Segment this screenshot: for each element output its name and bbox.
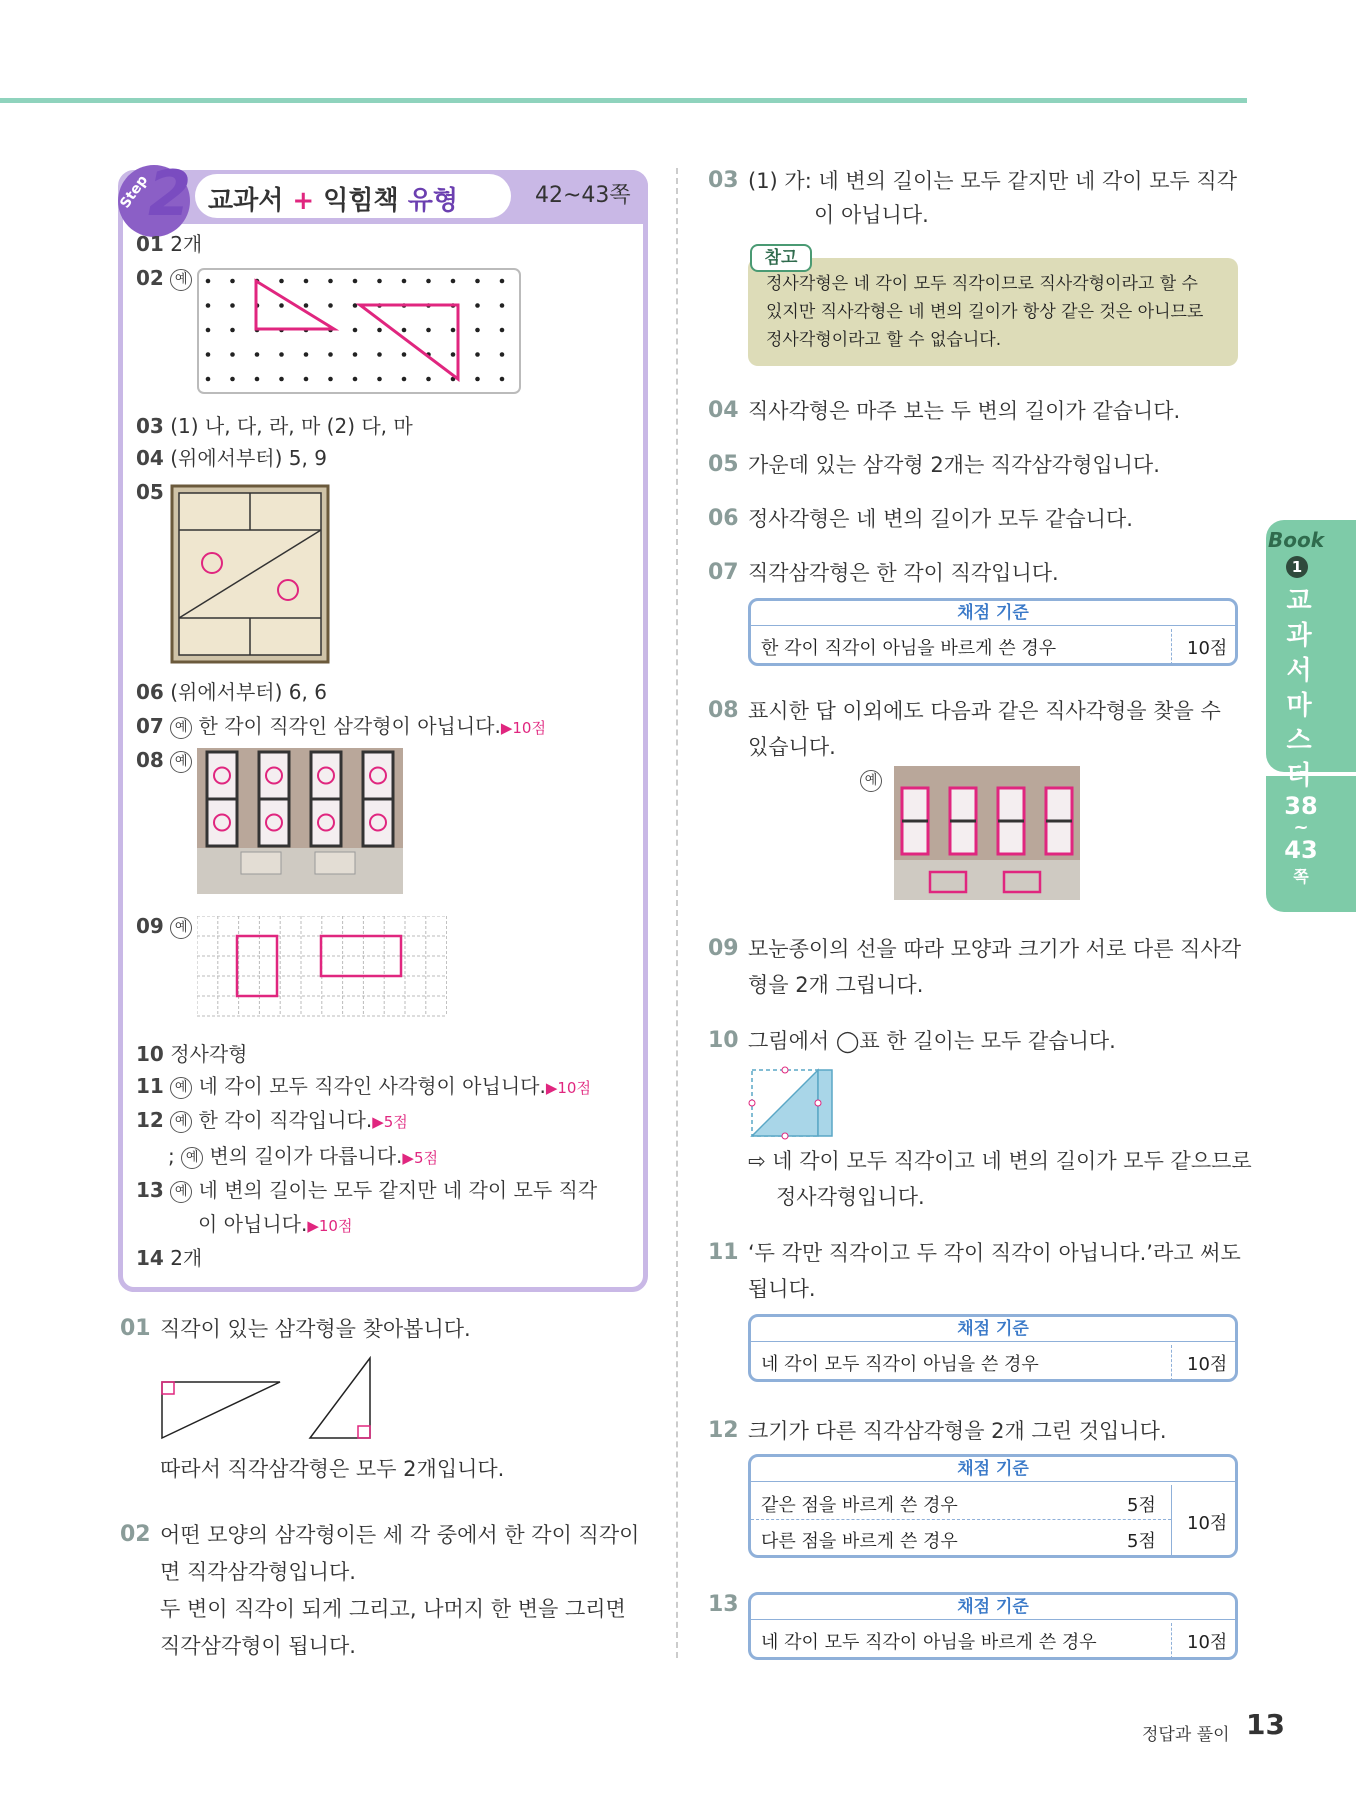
- dot-grid-figure: [197, 268, 521, 394]
- footer-label: 정답과 풀이: [1142, 1725, 1230, 1745]
- right-triangles-figure: [158, 1356, 378, 1442]
- answer-13-b: 이 아닙니다.▶10점: [198, 1212, 353, 1236]
- reference-text: 정사각형은 네 각이 모두 직각이므로 직사각형이라고 할 수 있지만 직사각형은 네 변의 길이가 항상 같은 것은 아니므로 정사각형이라고 할 수 없습니다.: [766, 274, 1204, 350]
- answer-14: 14 2개: [136, 1246, 203, 1270]
- book-title-vertical: [1284, 584, 1314, 794]
- grid-paper-figure: [197, 916, 447, 1020]
- drawn-rectangle-1: [237, 936, 277, 996]
- answer-12-b: ; 예 변의 길이가 다릅니다.▶5점: [168, 1144, 438, 1168]
- criteria-box-13: 채점 기준 네 각이 모두 직각이 아님을 바르게 쓴 경우 10점: [748, 1592, 1238, 1660]
- expl-r10-conclusion-2: 정사각형입니다.: [776, 1185, 925, 1209]
- expl-r06-num: 06: [708, 506, 739, 531]
- expl-r08-line1: 표시한 답 이외에도 다음과 같은 직사각형을 찾을 수: [748, 699, 1221, 723]
- expl-r12-text: 크기가 다른 직각삼각형을 2개 그린 것입니다.: [748, 1419, 1167, 1443]
- expl-02-line4: 직각삼각형이 됩니다.: [160, 1634, 356, 1658]
- frame-figure: [170, 484, 330, 664]
- expl-r10-num: 10: [708, 1028, 739, 1053]
- expl-r09-line2: 형을 2개 그립니다.: [748, 973, 924, 997]
- expl-01-text: 직각이 있는 삼각형을 찾아봅니다.: [160, 1317, 471, 1341]
- expl-r04-text: 직사각형은 마주 보는 두 변의 길이가 같습니다.: [748, 399, 1181, 423]
- expl-01-num: 01: [120, 1316, 151, 1341]
- expl-r06-text: 정사각형은 네 변의 길이가 모두 같습니다.: [748, 507, 1133, 531]
- column-divider: [676, 168, 678, 1658]
- page-range: 42~43쪽: [535, 183, 631, 208]
- section-title: 교과서 + 익힘책 유형: [208, 186, 458, 216]
- criteria-box-11: 채점 기준 네 각이 모두 직각이 아님을 쓴 경우 10점: [748, 1314, 1238, 1382]
- answer-03: 03 (1) 나, 다, 라, 마 (2) 다, 마: [136, 414, 413, 438]
- expl-r11-line2: 됩니다.: [748, 1277, 816, 1301]
- side-title-char: 마: [1286, 691, 1312, 721]
- side-title-char: 교: [1286, 586, 1312, 616]
- side-title-char: 과: [1286, 621, 1312, 651]
- answer-02: 02 예: [136, 264, 192, 292]
- answer-11: 11 예 네 각이 모두 직각인 사각형이 아닙니다.▶10점: [136, 1074, 591, 1098]
- example-mark: 예: [860, 770, 882, 792]
- square-fold-figure: [748, 1064, 838, 1140]
- expl-r11-line1: ‘두 각만 직각이고 두 각이 직각이 아닙니다.’라고 써도: [748, 1241, 1241, 1265]
- expl-r10-conclusion: ⇨ 네 각이 모두 직각이고 네 변의 길이가 모두 같으므로: [748, 1149, 1252, 1173]
- side-title-char: 서: [1286, 656, 1312, 686]
- expl-r05-num: 05: [708, 452, 739, 477]
- expl-r08-num: 08: [708, 698, 739, 723]
- expl-r03-line1: (1) 가: 네 변의 길이는 모두 같지만 네 각이 모두 직각: [748, 169, 1238, 193]
- book-label: Book: [1268, 528, 1325, 552]
- answer-10: 10 정사각형: [136, 1042, 248, 1066]
- side-title-char: 스: [1286, 726, 1312, 756]
- side-page-range: 38 ~ 43 쪽: [1284, 792, 1318, 886]
- answer-12: 12 예 한 각이 직각입니다.▶5점: [136, 1108, 408, 1132]
- windows-photo-answer: [894, 766, 1080, 900]
- expl-r13-num: 13: [708, 1592, 739, 1617]
- answer-07: 07 예 한 각이 직각인 삼각형이 아닙니다.▶10점: [136, 714, 546, 738]
- answer-09: 09 예: [136, 912, 192, 940]
- expl-02-line2: 면 직각삼각형입니다.: [160, 1560, 356, 1584]
- criteria-box-07: 채점 기준 한 각이 직각이 아님을 바르게 쓴 경우 10점: [748, 598, 1238, 666]
- windows-photo: [197, 748, 403, 894]
- answer-13: 13 예 네 변의 길이는 모두 같지만 네 각이 모두 직각: [136, 1178, 598, 1202]
- expl-02-line3: 두 변이 직각이 되게 그리고, 나머지 한 변을 그리면: [160, 1597, 626, 1621]
- expl-r09-line1: 모눈종이의 선을 따라 모양과 크기가 서로 다른 직사각: [748, 937, 1242, 961]
- step-label: Step: [117, 172, 152, 212]
- answer-01: 01 2개: [136, 232, 203, 256]
- expl-r07-num: 07: [708, 560, 739, 585]
- expl-01-conclusion: 따라서 직각삼각형은 모두 2개입니다.: [160, 1457, 505, 1481]
- answer-05: 05: [136, 480, 164, 504]
- answer-08: 08 예: [136, 746, 192, 774]
- expl-r03-line2: 이 아닙니다.: [814, 203, 929, 227]
- top-rule: [0, 98, 1247, 103]
- expl-02-line1: 어떤 모양의 삼각형이든 세 각 중에서 한 각이 직각이: [160, 1523, 640, 1547]
- reference-tag: 참고: [750, 244, 812, 272]
- expl-r10-text: 그림에서 ◯표 한 길이는 모두 같습니다.: [748, 1029, 1116, 1053]
- answer-06: 06 (위에서부터) 6, 6: [136, 680, 327, 704]
- page-number: 13: [1246, 1708, 1285, 1741]
- expl-r04-num: 04: [708, 398, 739, 423]
- expl-r03-num: 03: [708, 168, 739, 193]
- side-title-char: 터: [1286, 761, 1312, 791]
- criteria-box-12: 채점 기준 같은 점을 바르게 쓴 경우 5점 다른 점을 바르게 쓴 경우 5점 10점: [748, 1454, 1238, 1558]
- expl-r07-text: 직각삼각형은 한 각이 직각입니다.: [748, 561, 1059, 585]
- step-number: 2: [148, 157, 192, 230]
- expl-r05-text: 가운데 있는 삼각형 2개는 직각삼각형입니다.: [748, 453, 1160, 477]
- expl-r12-num: 12: [708, 1418, 739, 1443]
- expl-r11-num: 11: [708, 1240, 739, 1265]
- expl-02-num: 02: [120, 1522, 151, 1547]
- expl-r08-line2: 있습니다.: [748, 735, 836, 759]
- answer-04: 04 (위에서부터) 5, 9: [136, 446, 327, 470]
- book-number: 1: [1286, 556, 1308, 578]
- expl-r09-num: 09: [708, 936, 739, 961]
